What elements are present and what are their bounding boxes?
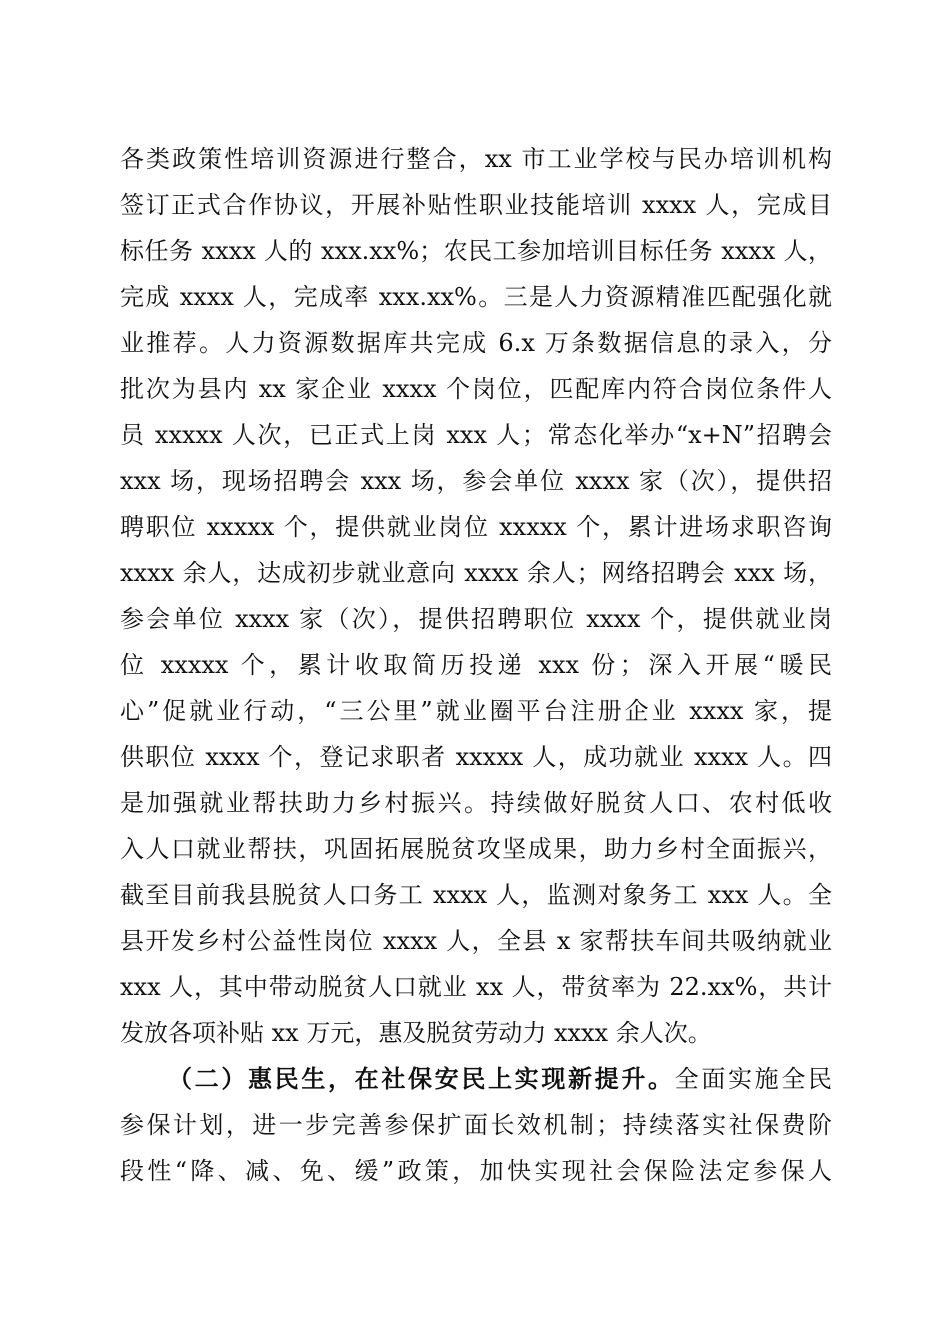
- paragraph-line: 业推荐。人力资源数据库共完成 6.x 万条数据信息的录入，分: [120, 329, 832, 357]
- paragraph-line: 标任务 xxxx 人的 xxx.xx%；农民工参加培训目标任务 xxxx 人，: [120, 237, 832, 265]
- paragraph-line: 参保计划，进一步完善参保扩面长效机制；持续落实社保费阶: [120, 1111, 832, 1139]
- paragraph-line: 批次为县内 xx 家企业 xxxx 个岗位，匹配库内符合岗位条件人: [120, 375, 832, 403]
- paragraph-line: 供职位 xxxx 个，登记求职者 xxxxx 人，成功就业 xxxx 人。四: [120, 743, 832, 771]
- paragraph-line: 签订正式合作协议，开展补贴性职业技能培训 xxxx 人，完成目: [120, 191, 832, 219]
- paragraph-line: 是加强就业帮扶助力乡村振兴。持续做好脱贫人口、农村低收: [120, 789, 832, 817]
- paragraph-line: 各类政策性培训资源进行整合，xx 市工业学校与民办培训机构: [120, 145, 832, 173]
- paragraph-line: 员 xxxxx 人次，已正式上岗 xxx 人；常态化举办“x+N”招聘会: [120, 421, 832, 449]
- paragraph-line: xxx 人，其中带动脱贫人口就业 xx 人，带贫率为 22.xx%，共计: [120, 973, 832, 1001]
- paragraph-line: 县开发乡村公益性岗位 xxxx 人，全县 x 家帮扶车间共吸纳就业: [120, 927, 832, 955]
- section-heading-rest: 全面实施全民: [674, 1065, 833, 1093]
- paragraph-line: xxx 场，现场招聘会 xxx 场，参会单位 xxxx 家（次），提供招: [120, 467, 832, 495]
- paragraph-line: 发放各项补贴 xx 万元，惠及脱贫劳动力 xxxx 余人次。: [120, 1019, 712, 1047]
- section-heading: （二）惠民生，在社保安民上实现新提升。: [168, 1064, 675, 1093]
- paragraph-line: 截至目前我县脱贫人口务工 xxxx 人，监测对象务工 xxx 人。全: [120, 881, 832, 909]
- paragraph-line: 参会单位 xxxx 家（次），提供招聘职位 xxxx 个，提供就业岗: [120, 605, 832, 633]
- paragraph-line: 位 xxxxx 个，累计收取简历投递 xxx 份；深入开展“暖民: [120, 651, 832, 679]
- paragraph-line: 心”促就业行动，“三公里”就业圈平台注册企业 xxxx 家，提: [120, 697, 832, 725]
- paragraph-line: 聘职位 xxxxx 个，提供就业岗位 xxxxx 个，累计进场求职咨询: [120, 513, 832, 541]
- paragraph-line: 完成 xxxx 人，完成率 xxx.xx%。三是人力资源精准匹配强化就: [120, 283, 832, 311]
- paragraph-line: 段性“降、减、免、缓”政策，加快实现社会保险法定参保人: [120, 1157, 832, 1185]
- paragraph-line: xxxx 余人，达成初步就业意向 xxxx 余人；网络招聘会 xxx 场，: [120, 559, 832, 587]
- paragraph-line: 入人口就业帮扶，巩固拓展脱贫攻坚成果，助力乡村全面振兴，: [120, 835, 832, 863]
- section-heading-line: [168, 1056, 832, 1102]
